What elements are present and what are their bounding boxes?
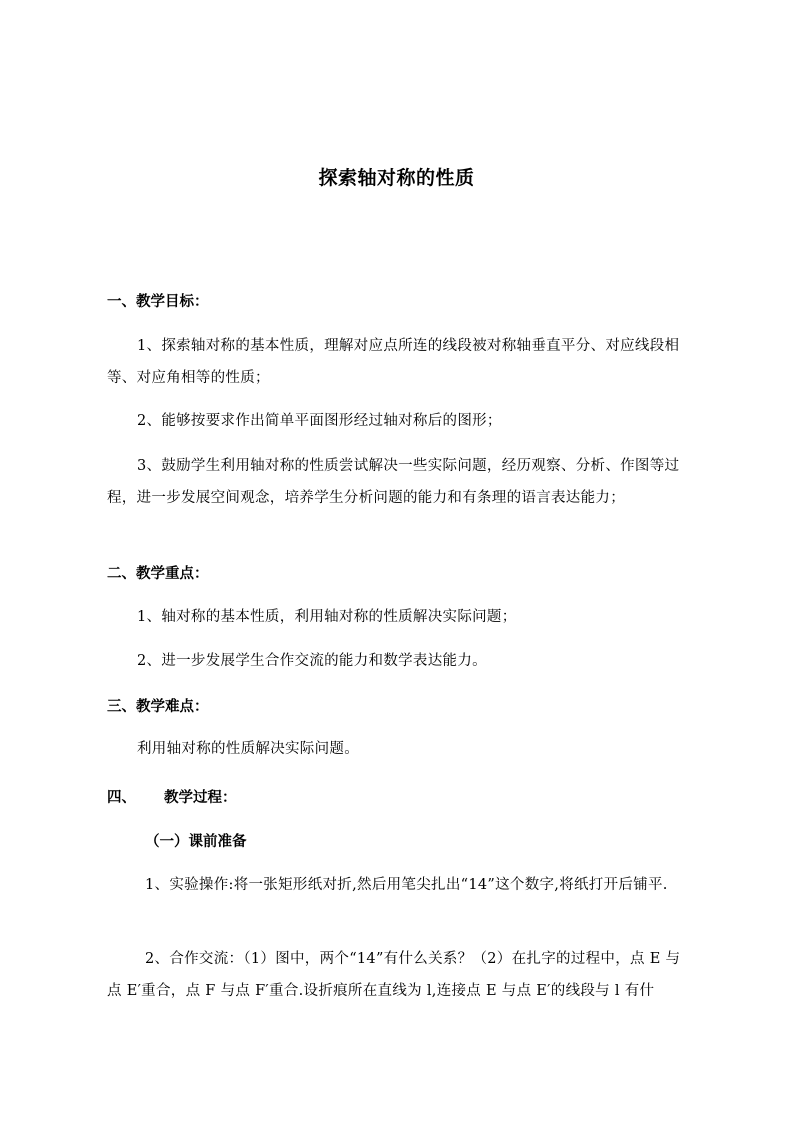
document-title: 探索轴对称的性质 bbox=[318, 167, 475, 189]
difficulty-item-1: 利用轴对称的性质解决实际问题。 bbox=[137, 741, 359, 757]
section-heading-process bbox=[107, 786, 237, 807]
section-heading-goals: 一、教学目标： bbox=[107, 294, 209, 310]
section-heading-key-points: 二、教学重点： bbox=[107, 566, 209, 582]
subsection-heading-preparation: （一）课前准备 bbox=[145, 834, 247, 850]
section-heading-process-label: 教学过程： bbox=[164, 790, 237, 806]
process-item-1: 1、实验操作:将一张矩形纸对折,然后用笔尖扎出“14”这个数字,将纸打开后铺平. bbox=[145, 877, 668, 893]
section-number: 四、 bbox=[107, 790, 136, 806]
section-heading-difficulties: 三、教学难点： bbox=[107, 699, 209, 715]
key-point-item-1: 1、轴对称的基本性质，利用轴对称的性质解决实际问题； bbox=[137, 609, 517, 625]
goal-item-2: 2、能够按要求作出简单平面图形经过轴对称后的图形； bbox=[137, 413, 502, 429]
goal-item-3: 3、鼓励学生利用轴对称的性质尝试解决一些实际问题，经历观察、分析、作图等过程，进一步发展空间观念，培养学生分析问题的能力和有条理的语言表达能力； bbox=[107, 458, 680, 506]
process-item-2: 2、合作交流：（1）图中，两个“14”有什么关系？（2）在扎字的过程中，点 E 与点 E′重合，点 F 与点 F′重合.设折痕所在直线为 l,连接点 E 与点 E′的线段与 l 有什 bbox=[107, 951, 681, 999]
goal-item-1: 1、探索轴对称的基本性质，理解对应点所连的线段被对称轴垂直平分、对应线段相等、对应角相等的性质； bbox=[107, 338, 680, 386]
key-point-item-2: 2、进一步发展学生合作交流的能力和数学表达能力。 bbox=[137, 653, 487, 669]
